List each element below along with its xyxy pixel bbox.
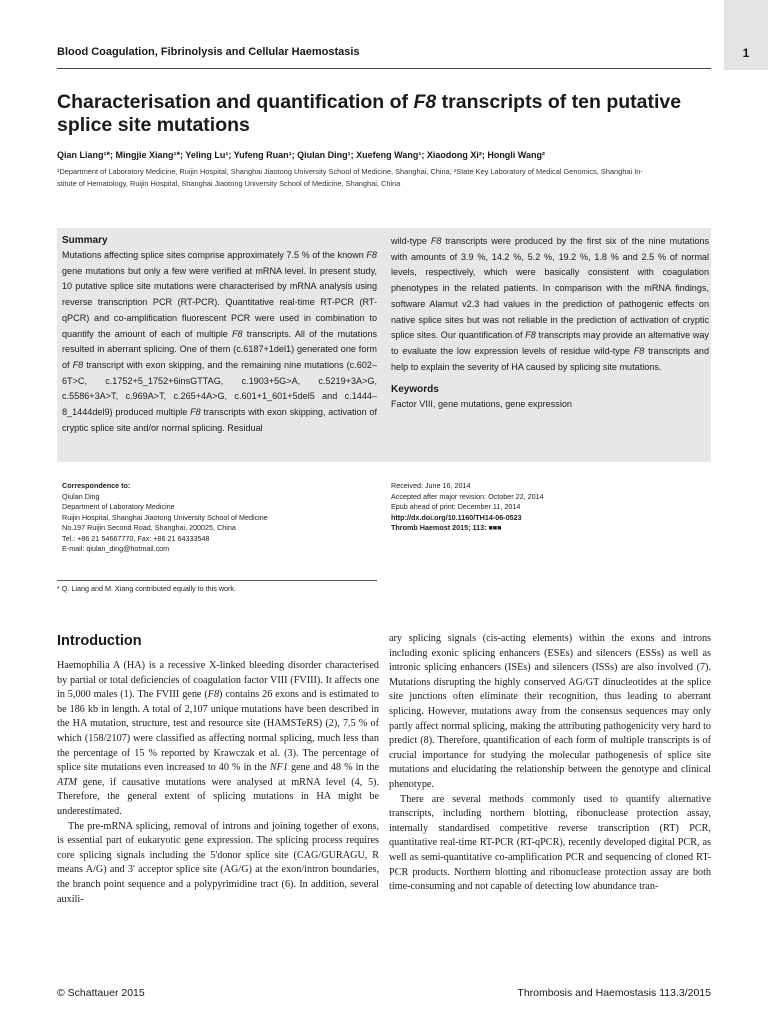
paragraph: ary splicing signals (cis-acting elements) within the exons and introns including exonic splicing enhancers (ESEs) and silencers (ESSs) as well as intronic splicing enhancers (ISEs) and silencers (ISSs) are also involved (7). Mutations disrupting the highly conserved AG/GT dinucleotides at the splice site junctions often eliminate their recognition, thus leading to aberrant splicing. However, mutations away from the consensus sequences may only partly affect normal splicing, making the attributing pathogenicity very hard to predict (8). Therefore, quantification of each form of multiple transcripts is of crucial importance for studying the molecular pathogenesis of splice site mutations and elucidating the relationship between the genotype and clinical phenotype. (389, 633, 711, 790)
footnote-rule (57, 580, 377, 581)
doi-link[interactable]: http://dx.doi.org/10.1160/TH14-06-0523 (391, 512, 522, 522)
author-list: Qian Liang¹*; Mingjie Xiang¹*; Yeling Lu¹; Yufeng Ruan¹; Qiulan Ding¹; Xuefeng Wang¹; Xiaodong Xi²; Hongli Wang² (57, 150, 545, 160)
received-date: Received: June 16, 2014 (391, 481, 471, 490)
epub-date: Epub ahead of print: December 11, 2014 (391, 502, 521, 511)
header-rule (57, 68, 711, 69)
correspondence-line: Tel.: +86 21 54667770, Fax: +86 21 64333548 (62, 533, 210, 543)
correspondence-line: Qiulan Ding (62, 491, 100, 501)
keywords-heading: Keywords (391, 384, 439, 396)
title-gene: F8 (413, 91, 437, 113)
summary-text-continued: wild-type F8 transcripts were produced by the first six of the nine mutations with amounts of 3.9 %, 14.2 %, 5.2 %, 19.2 %, 1.8 % and 2.5 % of normal levels, respectively, which were basically consistent with coagulation phenotypes in the related patients. In comparison with the mRNA findings, software Alamut v2.3 had values in the prediction of pathogenic effects on native splice sites but was not reliable in the prediction of activation of cryptic splice sites. Our quantification of F8 transcripts may provide an alternative way to evaluate the low expression levels of residue wild-type F8 transcripts and help to explain the severity of HA caused by splicing site mutations. (391, 236, 710, 372)
correspondence-line: Ruijin Hospital, Shanghai Jiaotong University School of Medicine (62, 512, 268, 522)
summary-column-right (391, 234, 709, 413)
paragraph: The pre-mRNA splicing, removal of introns and joining together of exons, is essential part of eukaryotic gene expression. The splicing process requires core splicing signals including the 5'donor splice site (CAG/GURAGU, R means A/G) and 3' acceptor splice site (AG/G) at the exon/intron boundaries, the branch point sequence and a polypyrimidine tract (6). In addition, several auxili- (57, 820, 379, 905)
correspondence-line: Department of Laboratory Medicine (62, 502, 175, 511)
dates-block (391, 481, 711, 534)
journal-section-header: Blood Coagulation, Fibrinolysis and Cellular Haemostasis (57, 46, 360, 58)
correspondence-email[interactable]: E-mail: qiulan_ding@hotmail.com (62, 544, 170, 553)
copyright: © Schattauer 2015 (57, 987, 145, 999)
page-number: 1 (742, 46, 750, 60)
keywords-text: Factor VIII, gene mutations, gene expression (391, 399, 572, 410)
journal-citation-footer: Thrombosis and Haemostasis 113.3/2015 (517, 987, 711, 999)
body-column-left (57, 659, 379, 907)
summary-heading: Summary (62, 235, 108, 246)
citation: Thromb Haemost 2015; 113: ■■■ (391, 523, 502, 532)
correspondence-line: No.197 Ruijin Second Road, Shanghai, 200025, China (62, 523, 236, 532)
summary-column-left (62, 234, 377, 436)
article-title (57, 91, 717, 137)
body-column-right (389, 632, 711, 895)
paragraph: There are several methods commonly used to quantify alternative transcripts, including northern blotting, ribonuclease protection assay, internally standardised competitive reverse transcription (RT) PCR, quantitative real-time RT-PCR (RT-qPCR), recently developed digital PCR, as well as semi-quantitative co-amplification PCR and sequencing of cloned RT-PCR products. Northern blotting and ribonuclease protection assay are both time-consuming and not capable of detecting low abundance tran- (389, 793, 711, 893)
accepted-date: Accepted after major revision: October 22, 2014 (391, 491, 544, 501)
affiliation-line: ¹Department of Laboratory Medicine, Ruijin Hospital, Shanghai Jiaotong University School of Medicine, Shanghai, China; ²State Key Laboratory of Medical Genomics, Shanghai In- (57, 167, 643, 176)
footnote: * Q. Liang and M. Xiang contributed equally to this work. (57, 584, 236, 593)
introduction-heading: Introduction (57, 633, 142, 649)
correspondence-heading: Correspondence to: (62, 481, 131, 490)
affiliations (57, 166, 707, 190)
title-part: transcripts of ten putative splice site mutations (57, 91, 682, 136)
summary-box (57, 228, 711, 462)
paragraph: Haemophilia A (HA) is a recessive X-linked bleeding disorder characterised by partial or total deficiencies of coagulation factor VIII (FVIII). It affects one in 5,000 males (1). The FVIII gene (F8) contains 26 exons and is estimated to be 186 kb in length. A total of 2,107 unique mutations have been described in the HA mutation, structure, test and resource site (HAMSTeRS) (2), 7.5 % of which (158/2107) were classified as affecting normal splicing, much less than the percentage of 15 % reported by Krawczak et al. (3). The percentage of splice site mutations even increased to 40 % in the NF1 gene and 48 % in the ATM gene, if causative mutations were analysed at mRNA level (4, 5). Therefore, the general extent of splicing mutations in HA might be underestimated. (57, 660, 380, 817)
affiliation-line: stitute of Hematology, Ruijin Hospital, Shanghai Jiaotong University School of Medicine, Shanghai, China (57, 179, 401, 188)
correspondence-block (62, 481, 382, 555)
title-part: Characterisation and quantification of (57, 91, 414, 113)
summary-text: Mutations affecting splice sites comprise approximately 7.5 % of the known F8 gene mutations but only a few were verified at mRNA level. In present study, 10 putative splice site mutations were characterised by mRNA analysis using reverse transcription PCR (RT-PCR). Quantitative real-time RT-PCR (RT-qPCR) and co-amplification fluorescent PCR were used in combination to quantify the amount of each of multiple F8 transcripts. All of the mutations resulted in aberrant splicing. One of them (c.6187+1del1) generated one form of F8 transcript with exon skipping, and the remaining nine mutations (c.602–6T>C, c.1752+5_1752+6insGTTAG, c.1903+5G>A, c.5219+3A>G, c.5586+3A>T, c.969A>T, c.265+4A>G, c.601+1_601+5del5 and c.1444–8_1444del9) produced multiple F8 transcripts with exon skipping, activation of cryptic splice site and/or normal splicing. Residual (62, 250, 378, 433)
